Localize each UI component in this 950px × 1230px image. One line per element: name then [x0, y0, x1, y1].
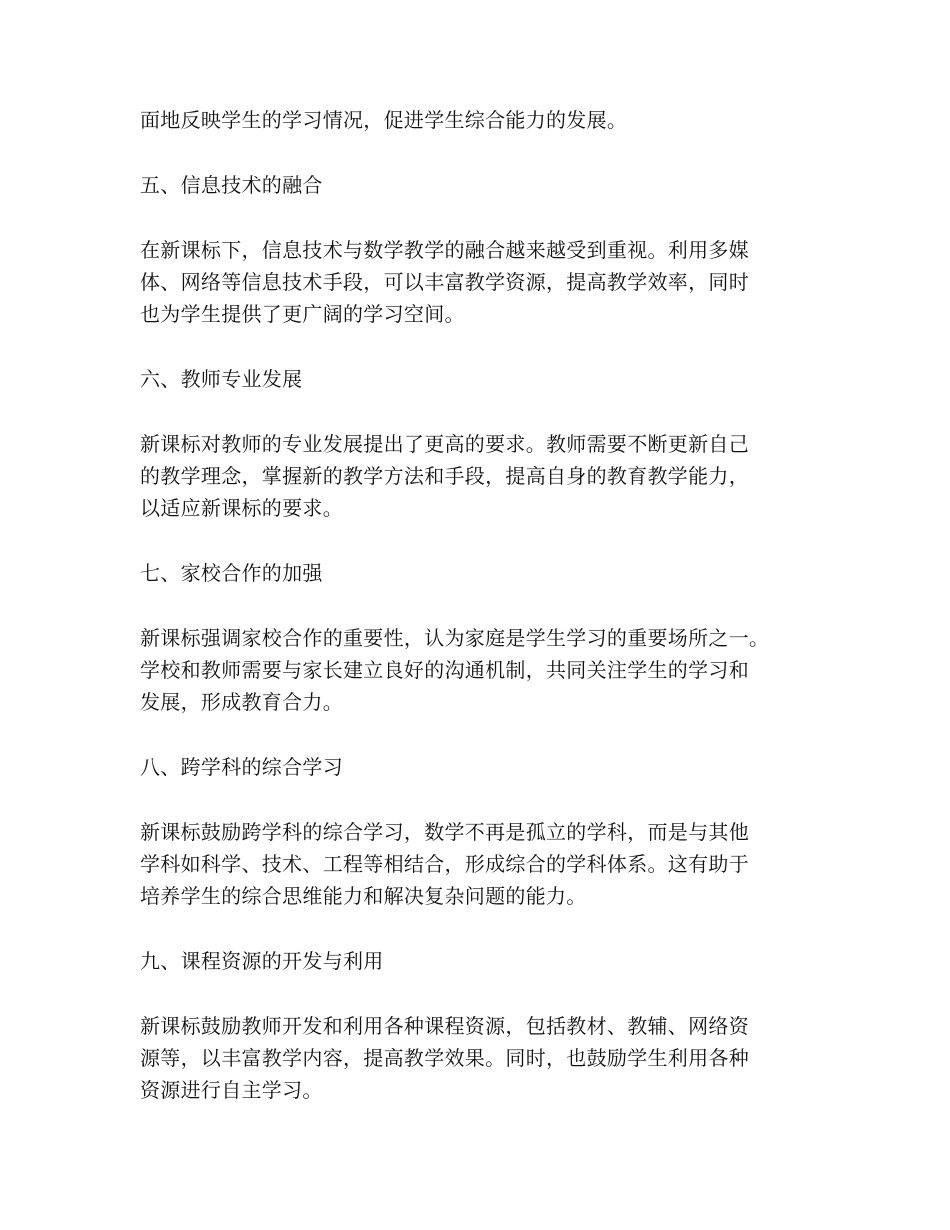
paragraph-gap: [140, 783, 830, 816]
section-heading-7: 七、家校合作的加强: [140, 561, 323, 585]
section-heading-8: 八、跨学科的综合学习: [140, 755, 343, 779]
paragraph-line: 在新课标下，信息技术与数学教学的融合越来越受到重视。利用多媒: [140, 238, 749, 262]
paragraph-line: 新课标鼓励教师开发和利用各种课程资源，包括教材、教辅、网络资: [140, 1014, 749, 1038]
paragraph-line: 的教学理念，掌握新的教学方法和手段，提高自身的教育教学能力，: [140, 464, 749, 488]
section-heading-5: 五、信息技术的融合: [140, 173, 323, 197]
paragraph-gap: [140, 977, 830, 1010]
paragraph-line: 发展，形成教育合力。: [140, 690, 343, 714]
section-paragraph-8: [140, 816, 830, 912]
paragraph-line: 也为学生提供了更广阔的学习空间。: [140, 302, 465, 326]
section-paragraph-7: [140, 622, 830, 718]
paragraph-line: 新课标对教师的专业发展提出了更高的要求。教师需要不断更新自己: [140, 432, 749, 456]
intro-paragraph-line: 面地反映学生的学习情况，促进学生综合能力的发展。: [140, 108, 628, 132]
paragraph-gap: [140, 201, 830, 234]
paragraph-gap: [140, 912, 830, 945]
paragraph-line: 新课标强调家校合作的重要性，认为家庭是学生学习的重要场所之一。: [140, 626, 770, 650]
section-paragraph-5: [140, 234, 830, 330]
paragraph-line: 资源进行自主学习。: [140, 1078, 323, 1102]
paragraph-gap: [140, 589, 830, 622]
paragraph-line: 培养学生的综合思维能力和解决复杂问题的能力。: [140, 884, 587, 908]
paragraph-gap: [140, 395, 830, 428]
paragraph-line: 新课标鼓励跨学科的综合学习，数学不再是孤立的学科，而是与其他: [140, 820, 749, 844]
section-paragraph-9: [140, 1010, 830, 1106]
paragraph-gap: [140, 330, 830, 363]
paragraph-gap: [140, 136, 830, 169]
paragraph-gap: [140, 524, 830, 557]
document-body: [140, 104, 830, 1106]
paragraph-gap: [140, 718, 830, 751]
paragraph-line: 以适应新课标的要求。: [140, 496, 343, 520]
section-heading-6: 六、教师专业发展: [140, 367, 303, 391]
paragraph-line: 源等，以丰富教学内容，提高教学效果。同时，也鼓励学生利用各种: [140, 1046, 749, 1070]
paragraph-line: 学校和教师需要与家长建立良好的沟通机制，共同关注学生的学习和: [140, 658, 749, 682]
section-paragraph-6: [140, 428, 830, 524]
paragraph-line: 学科如科学、技术、工程等相结合，形成综合的学科体系。这有助于: [140, 852, 749, 876]
section-heading-9: 九、课程资源的开发与利用: [140, 949, 384, 973]
paragraph-line: 体、网络等信息技术手段，可以丰富教学资源，提高教学效率，同时: [140, 270, 749, 294]
